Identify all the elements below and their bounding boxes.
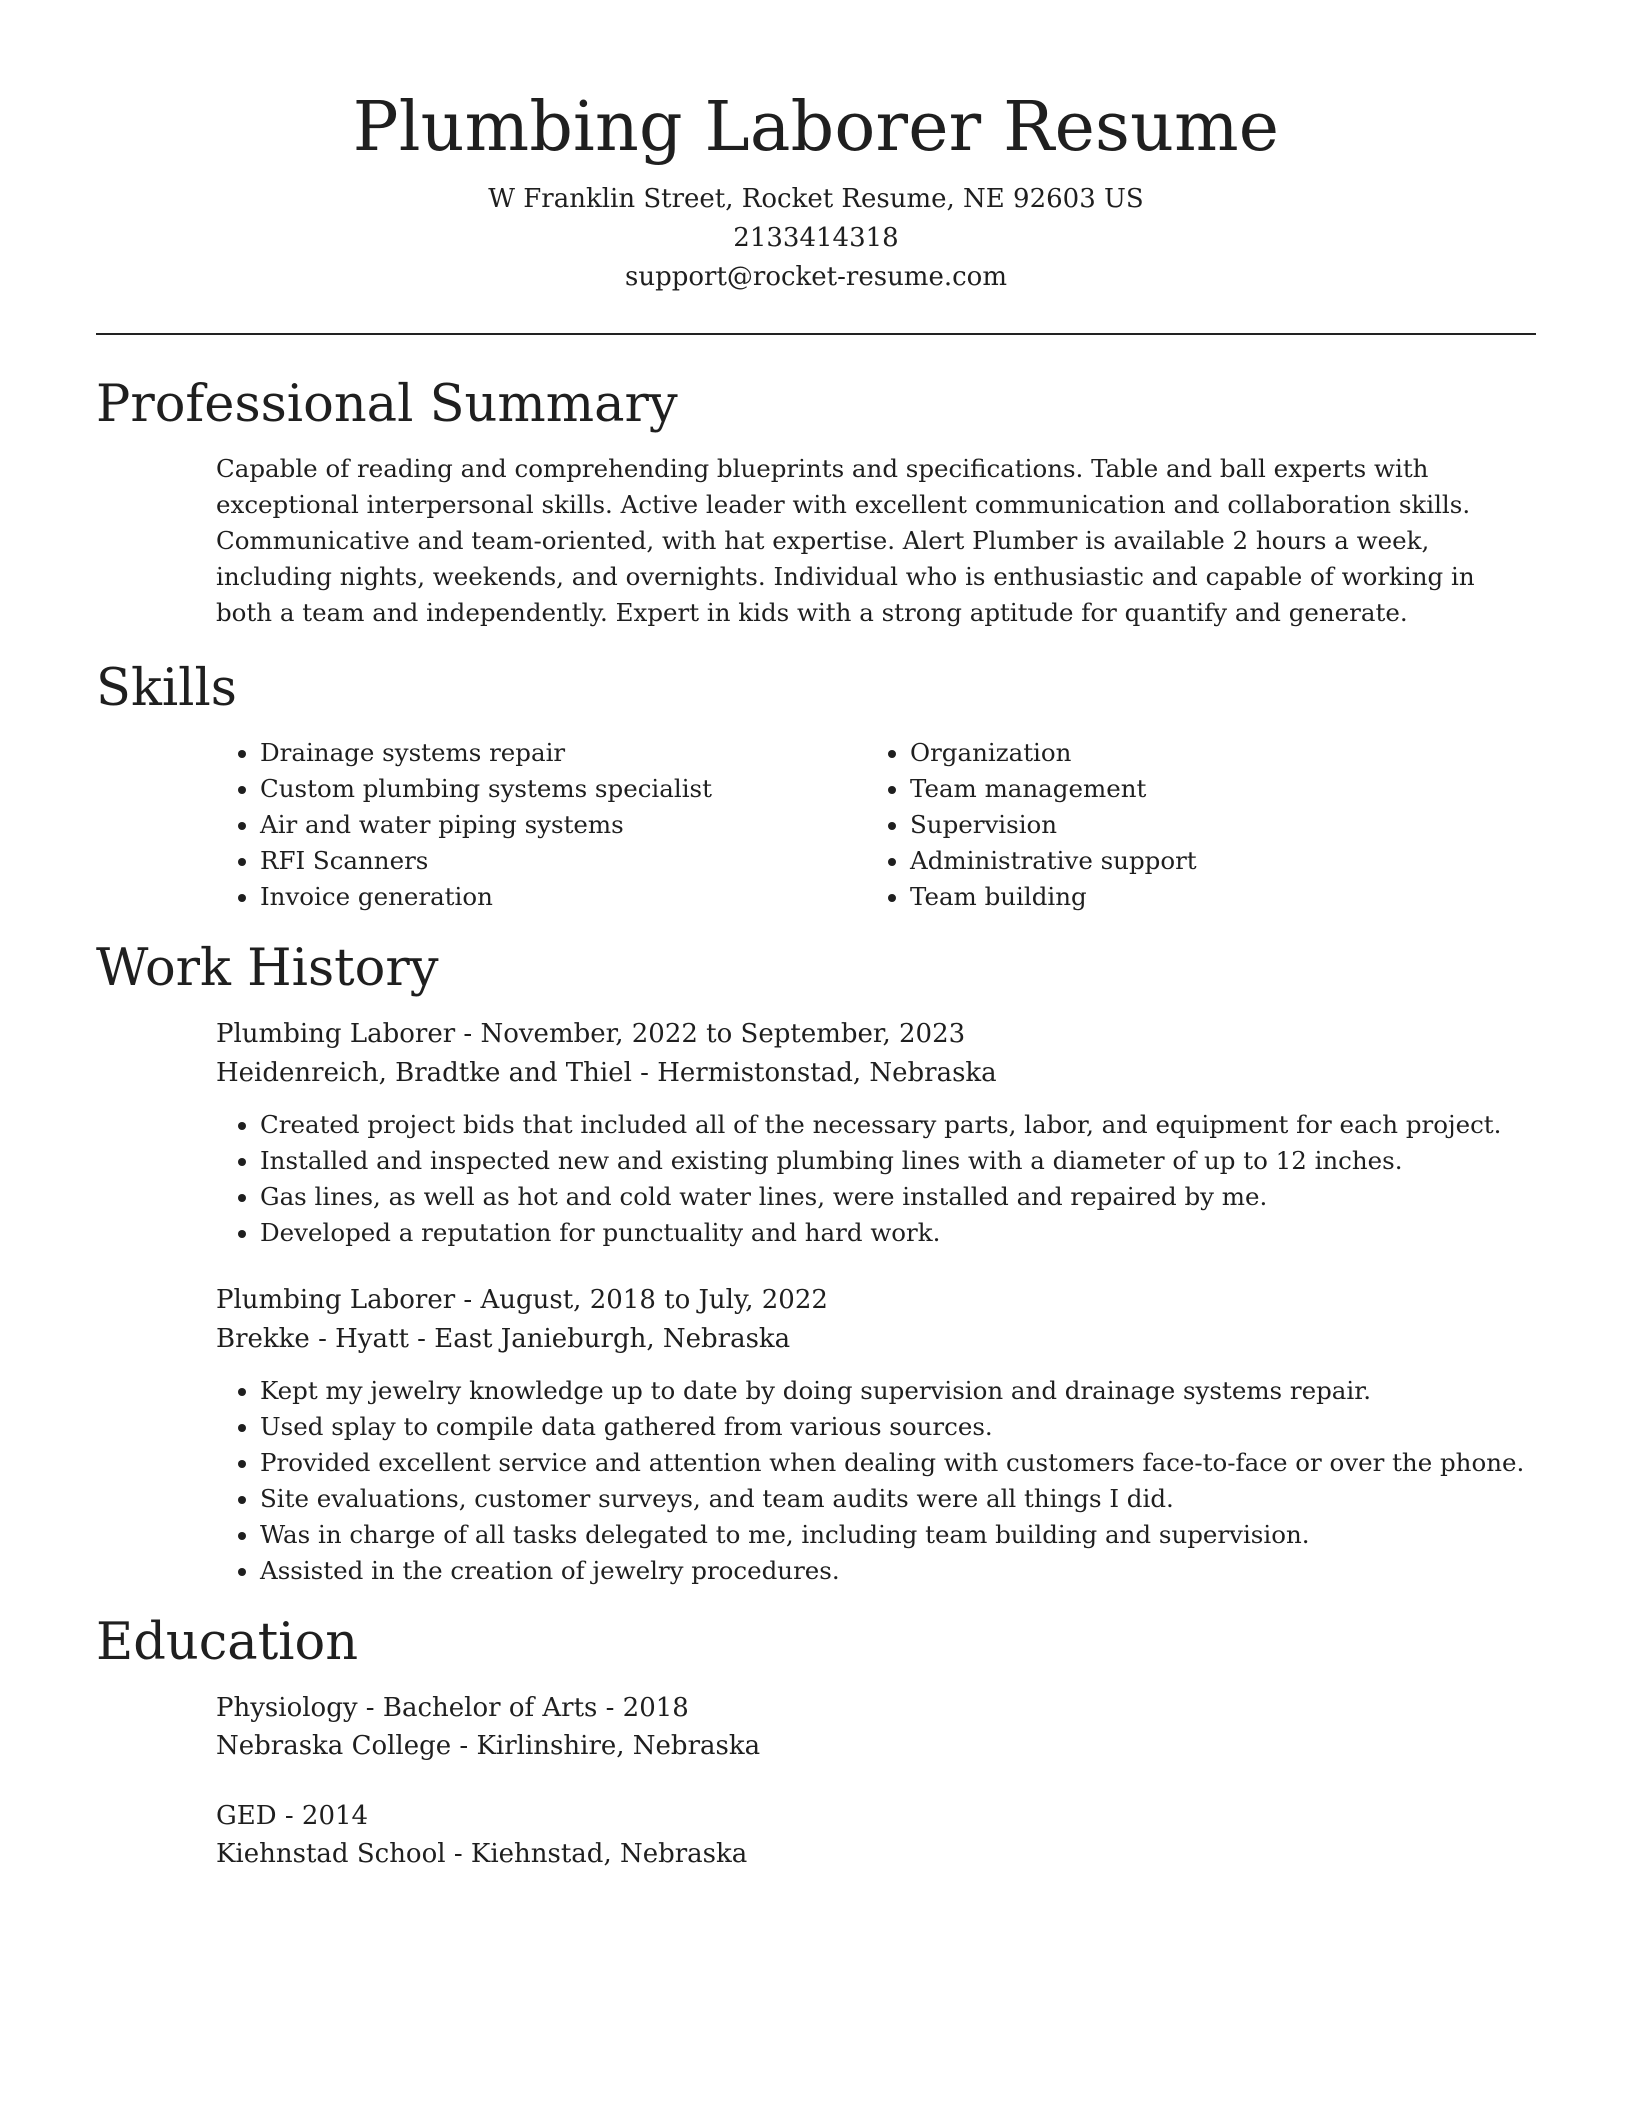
job-company-location <box>216 1320 1536 1359</box>
job-company: Brekke - Hyatt <box>216 1324 409 1354</box>
skill-item: • Invoice generation <box>260 879 866 915</box>
education-school-location <box>216 1727 1536 1765</box>
separator: - <box>408 1324 435 1354</box>
job-company-location <box>216 1054 1536 1093</box>
job-role: Plumbing Laborer <box>216 1019 456 1049</box>
duty-item: • Developed a reputation for punctuality and hard work. <box>260 1215 1536 1251</box>
separator: - <box>455 1019 481 1049</box>
education-location: Kirlinshire, Nebraska <box>476 1731 761 1761</box>
summary-text: Capable of reading and comprehending blueprints and specifications. Table and ball experts with exceptional interpersonal skills. Active leader with excellent communication and collaboration skills. Communicative and team-oriented, with hat expertise. Alert Plumber is available 2 hours a week, including nights, weekends, and overnights. Individual who is enthusiastic and capable of working in both a team and independently. Expert in kids with a strong aptitude for quantify and generate. <box>216 454 1475 627</box>
duty-item: • Used splay to compile data gathered from various sources. <box>260 1409 1536 1445</box>
skill-item: • Team building <box>910 879 1466 915</box>
skill-item: • Air and water piping systems <box>260 807 866 843</box>
summary-section <box>96 373 1536 631</box>
education-section <box>96 1611 1536 1873</box>
skills-title: Skills <box>96 659 237 718</box>
duty-item: • Was in charge of all tasks delegated to me, including team building and supervision. <box>260 1517 1536 1553</box>
duty-item: • Created project bids that included all of the necessary parts, labor, and equipment for each project. <box>260 1107 1536 1143</box>
skill-item: • Drainage systems repair <box>260 735 866 771</box>
email: support@rocket-resume.com <box>624 262 1007 292</box>
job-location: East Janieburgh, Nebraska <box>434 1324 791 1354</box>
resume-page <box>96 0 1536 1873</box>
job-duties <box>140 1107 1536 1251</box>
summary-title: Professional Summary <box>96 375 678 434</box>
job-company: Heidenreich, Bradtke and Thiel <box>216 1058 632 1088</box>
separator: - <box>631 1058 658 1088</box>
education-degree: Physiology - Bachelor of Arts - 2018 <box>216 1693 689 1723</box>
duty-item: • Provided excellent service and attention when dealing with customers face-to-face or over the phone. <box>260 1445 1536 1481</box>
education-title: Education <box>96 1613 359 1672</box>
job-entry <box>216 1281 1536 1589</box>
duty-item: • Assisted in the creation of jewelry procedures. <box>260 1553 1536 1589</box>
job-role-dates <box>216 1281 1536 1320</box>
education-degree: GED - 2014 <box>216 1801 369 1831</box>
address: W Franklin Street, Rocket Resume, NE 92603 US <box>488 184 1144 214</box>
education-school-location <box>216 1835 1536 1873</box>
job-entry <box>216 1015 1536 1251</box>
job-location: Hermistonstad, Nebraska <box>657 1058 997 1088</box>
separator: - <box>455 1285 481 1315</box>
skills-list-right <box>866 735 1466 915</box>
education-location: Kiehnstad, Nebraska <box>470 1839 748 1869</box>
header-divider <box>96 333 1536 335</box>
skill-item: • Organization <box>910 735 1466 771</box>
skills-list-left <box>216 735 866 915</box>
job-dates: August, 2018 to July, 2022 <box>480 1285 828 1315</box>
skill-item: • RFI Scanners <box>260 843 866 879</box>
duty-item: • Site evaluations, customer surveys, and team audits were all things I did. <box>260 1481 1536 1517</box>
duty-item: • Gas lines, as well as hot and cold water lines, were installed and repaired by me. <box>260 1179 1536 1215</box>
job-duties <box>140 1373 1536 1589</box>
work-title: Work History <box>96 939 439 998</box>
education-school: Kiehnstad School <box>216 1839 446 1869</box>
work-section <box>96 937 1536 1589</box>
education-school: Nebraska College <box>216 1731 452 1761</box>
separator: - <box>445 1839 471 1869</box>
skill-item: • Administrative support <box>910 843 1466 879</box>
job-dates: November, 2022 to September, 2023 <box>480 1019 966 1049</box>
skill-item: • Custom plumbing systems specialist <box>260 771 866 807</box>
skill-item: • Team management <box>910 771 1466 807</box>
resume-header <box>96 0 1536 297</box>
resume-title: Plumbing Laborer Resume <box>352 88 1280 167</box>
duty-item: • Kept my jewelry knowledge up to date by doing supervision and drainage systems repair. <box>260 1373 1536 1409</box>
skills-grid <box>216 735 1536 915</box>
duty-item: • Installed and inspected new and existing plumbing lines with a diameter of up to 12 inches. <box>260 1143 1536 1179</box>
education-entry <box>216 1797 1536 1873</box>
job-role: Plumbing Laborer <box>216 1285 456 1315</box>
education-entry <box>216 1689 1536 1765</box>
skills-section <box>96 657 1536 915</box>
phone: 2133414318 <box>733 223 899 253</box>
separator: - <box>451 1731 477 1761</box>
job-role-dates <box>216 1015 1536 1054</box>
skill-item: • Supervision <box>910 807 1466 843</box>
